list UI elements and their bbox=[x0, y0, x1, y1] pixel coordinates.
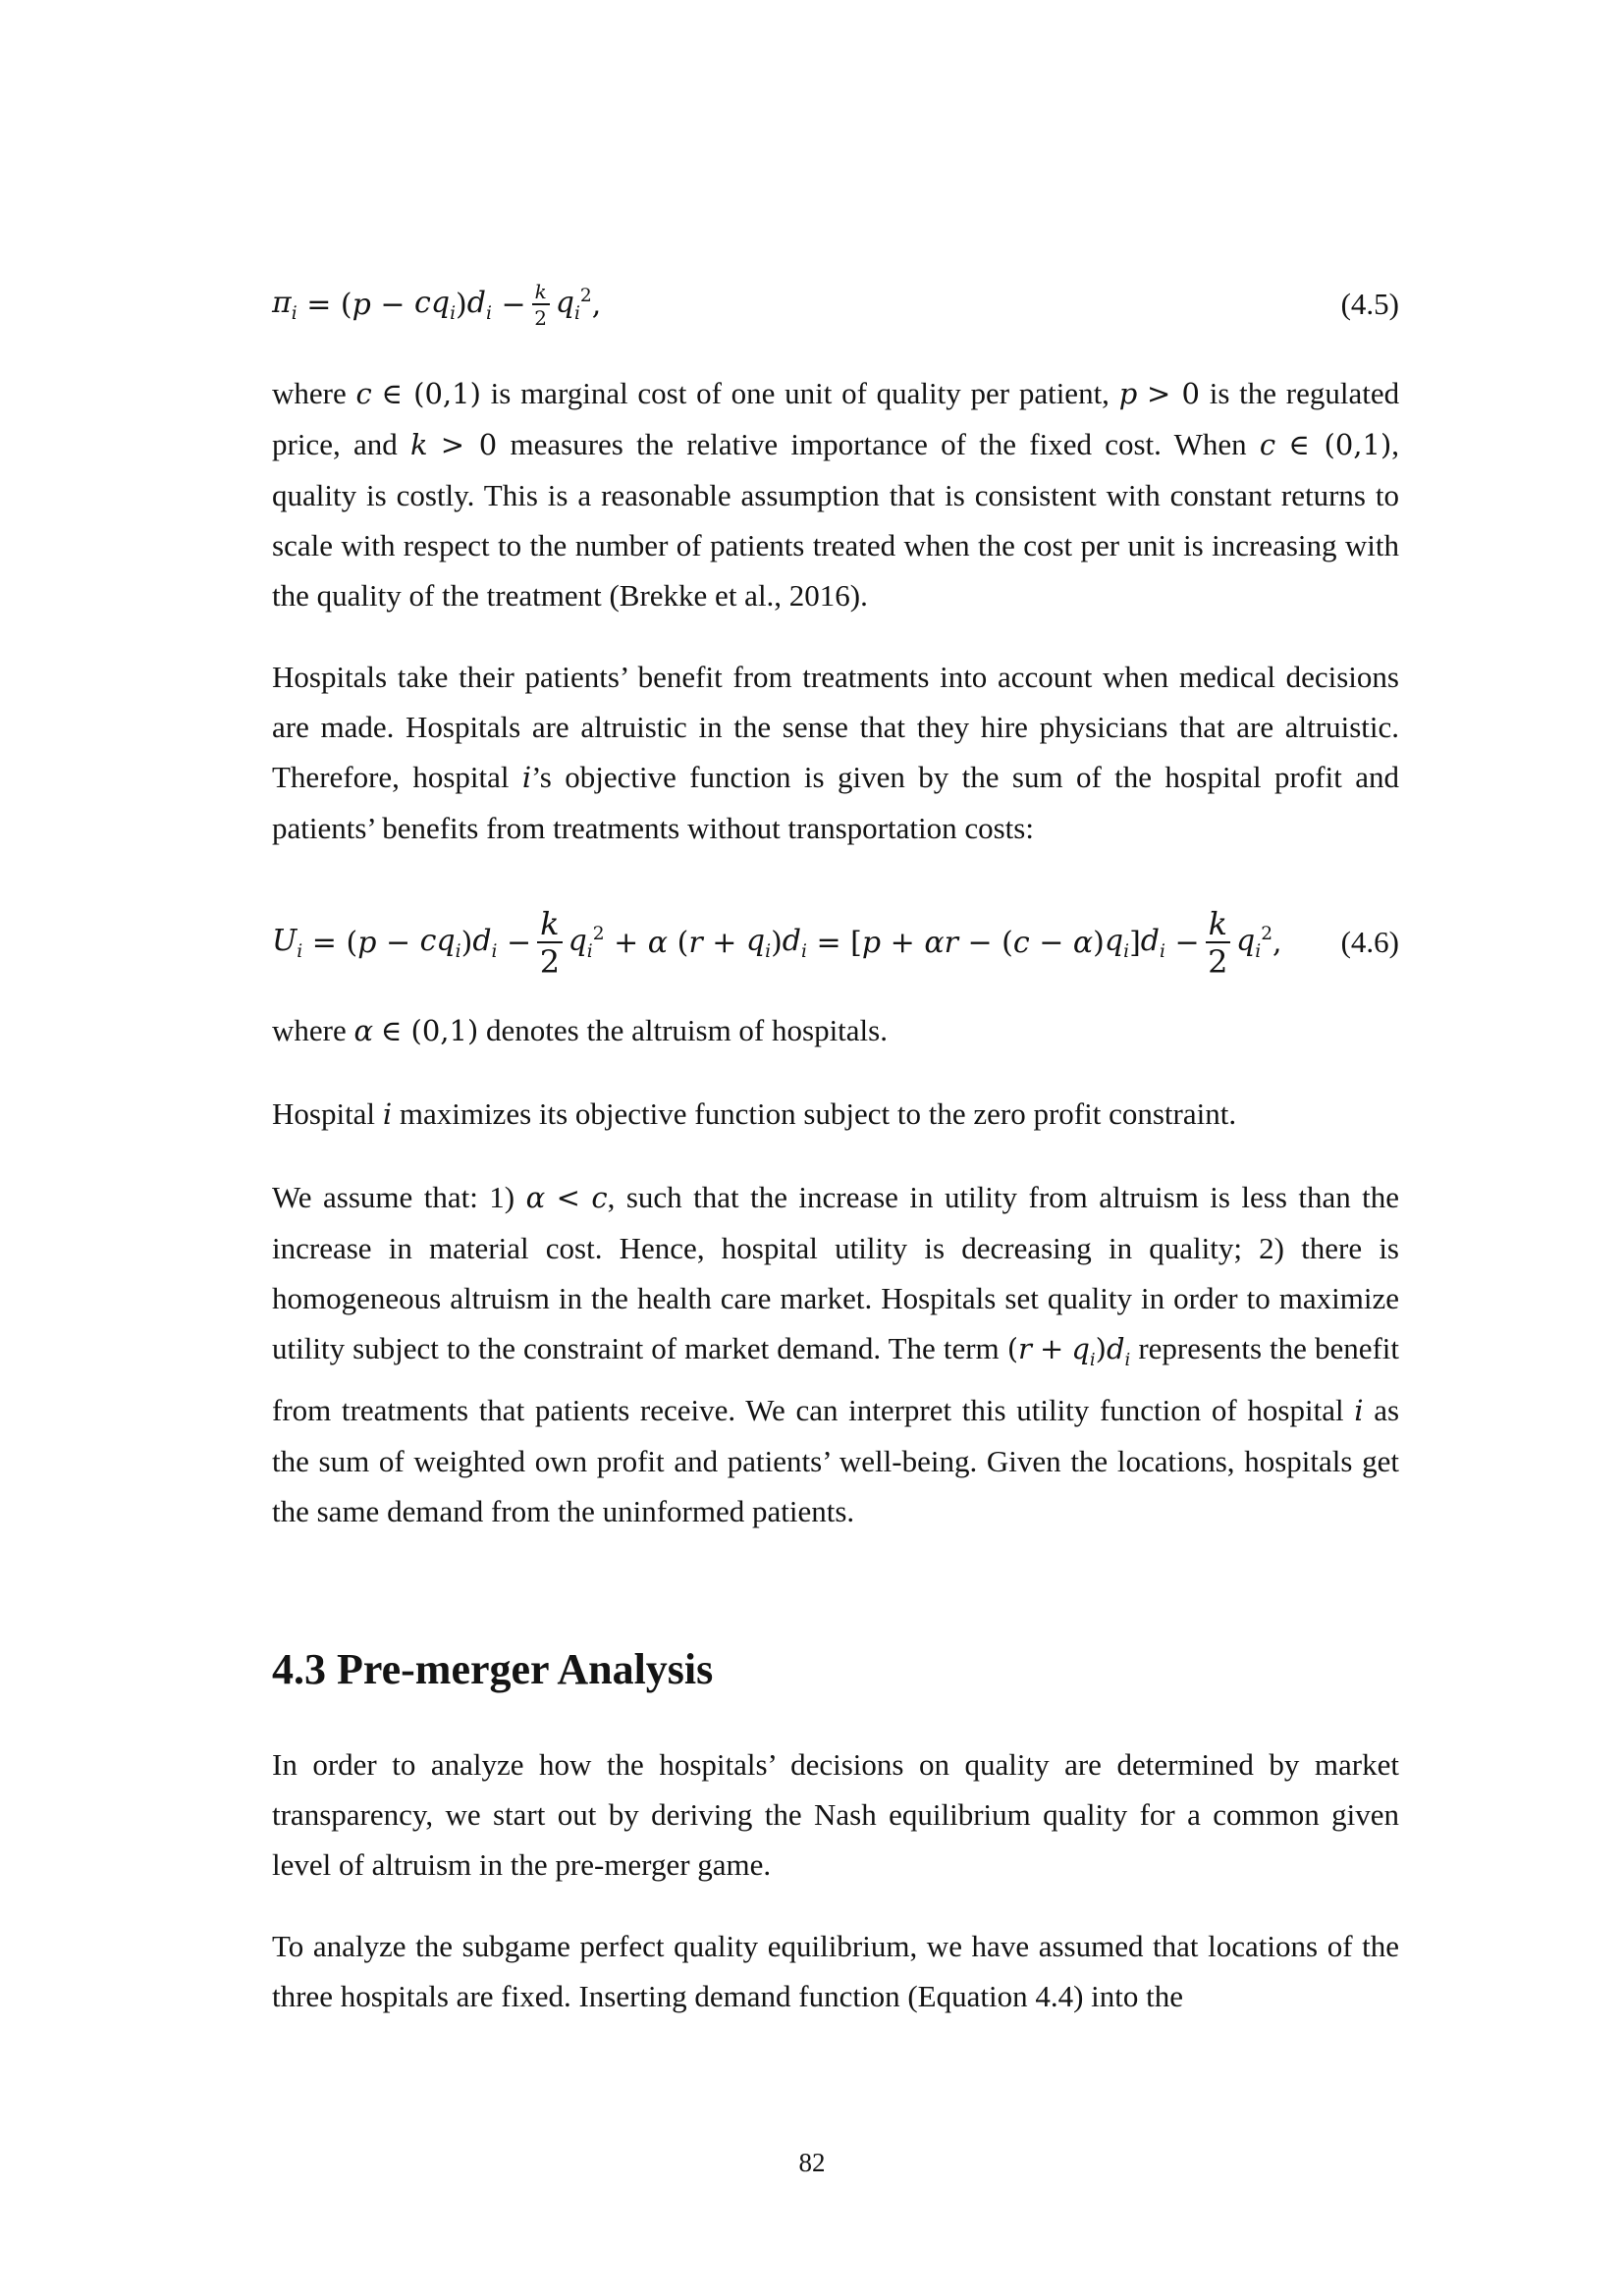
equation-4-6-number: (4.6) bbox=[1340, 925, 1399, 959]
paragraph-subgame-equilibrium: To analyze the subgame perfect quality equilibrium, we have assumed that locations of the three hospitals are fixed. Inserting demand function (Equation 4.4) into the bbox=[272, 1929, 1399, 2013]
equation-4-5-expression: $\pi_i$ = ( p − $cq_i$ ) $d_i$ − $\frac{k}{2}$ $q_i^2$ , bbox=[272, 279, 602, 330]
paper-page bbox=[272, 0, 1399, 2296]
section-heading: 4.3 Pre-merger Analysis bbox=[272, 1645, 714, 1693]
paragraph-pre-merger-intro: In order to analyze how the hospitals’ decisions on quality are determined by market transparency, we start out by deriving the Nash equilibrium quality for a common given level of altruism in the pre-merger game. bbox=[272, 1747, 1399, 1882]
equation-4-6 bbox=[272, 893, 1399, 991]
equation-4-5-number: (4.5) bbox=[1340, 287, 1399, 321]
paragraph-assumptions: We assume that: 1) α < c, such that the increase in utility from altruism is less than the increase in material cost. Hence, hospital utility is decreasing in quality; 2) there is homogeneous altruism in the health care market. Hospitals set quality in order to maximize utility subject to the constraint of market demand. The term $(r + q_i)d_i$ represents the benefit from treatments that patients receive. We can interpret this utility function of hospital i as the sum of weighted own profit and patients’ well-being. Given the locations, hospitals get the same demand from the uninformed patients. bbox=[272, 1180, 1400, 1528]
paragraph-altruism-objective: Hospitals take their patients’ benefit from treatments into account when medical decisions are made. Hospitals are altruistic in the sense that they hire physicians that are altruistic. Therefore, hospital i’s objective function is given by the sum of the hospital profit and patients’ benefits from treatments without transportation costs: bbox=[272, 660, 1399, 845]
equation-4-6-expression: $U_i$ = ( p − $cq_i$ ) $d_i$ − $\frac{k}{2}$ $q_i^2$ + α ( r + $q_i$ ) $d_i$ = [ p + αr − ( c − α ) $q_i$ ] $d_i$ − $\frac{k}{2}$ $q_i^2$ , bbox=[272, 904, 1282, 981]
page-number: 82 bbox=[798, 2148, 826, 2177]
equation-4-5 bbox=[272, 265, 1399, 344]
paragraph-altruism-definition: where α ∈ (0,1) denotes the altruism of hospitals. bbox=[272, 1013, 888, 1047]
paragraph-maximization: Hospital i maximizes its objective function subject to the zero profit constraint. bbox=[272, 1096, 1237, 1131]
paragraph-cost-assumptions: where c ∈ (0,1) is marginal cost of one unit of quality per patient, p > 0 is the regulated price, and k > 0 measures the relative importance of the fixed cost. When c ∈ (0,1), quality is costly. This is a reasonable assumption that is consistent with constant returns to scale with respect to the number of patients treated when the cost per unit is increasing with the quality of the treatment (Brekke et al., 2016). bbox=[272, 376, 1400, 613]
